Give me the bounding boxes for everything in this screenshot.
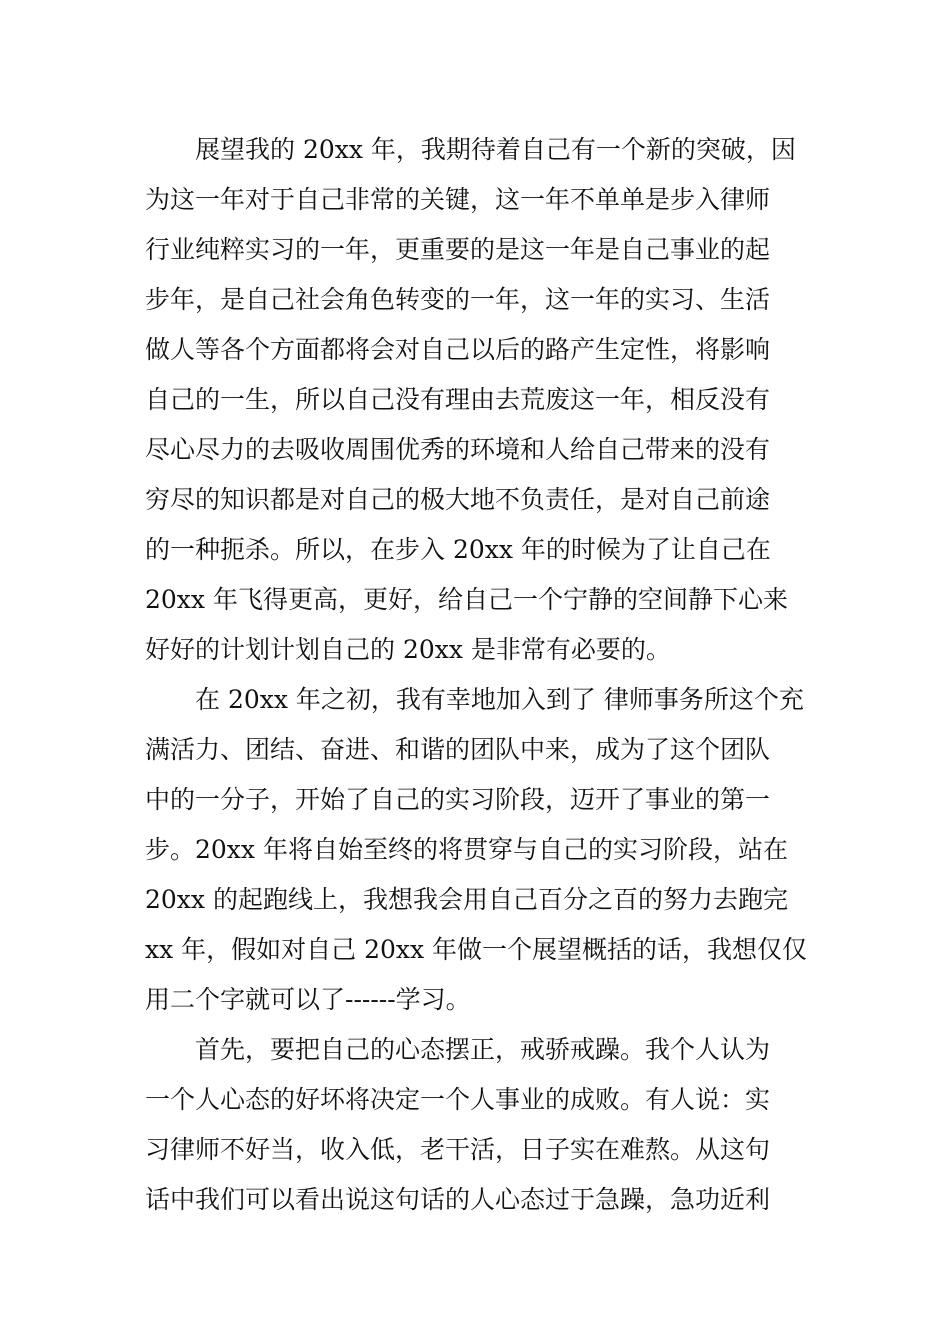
text-line-13: 满活力、团结、奋进、和谐的团队中来，成为了这个团队	[145, 735, 771, 764]
text-line-6: 自己的一生，所以自己没有理由去荒废这一年，相反没有	[145, 385, 771, 414]
text-line-21: 习律师不好当，收入低，老干活，日子实在难熬。从这句	[145, 1135, 771, 1164]
text-line-9: 的一种扼杀。所以，在步入 20xx 年的时候为了让自己在	[145, 535, 771, 564]
text-line-11: 好好的计划计划自己的 20xx 是非常有必要的。	[145, 635, 671, 664]
text-line-18: 用二个字就可以了------学习。	[145, 985, 471, 1014]
text-line-19: 首先，要把自己的心态摆正，戒骄戒躁。我个人认为	[195, 1035, 771, 1064]
text-line-16: 20xx 的起跑线上，我想我会用自己百分之百的努力去跑完	[145, 885, 788, 914]
text-line-15: 步。20xx 年将自始至终的将贯穿与自己的实习阶段，站在	[145, 835, 788, 864]
text-line-5: 做人等各个方面都将会对自己以后的路产生定性，将影响	[145, 335, 771, 364]
text-line-7: 尽心尽力的去吸收周围优秀的环境和人给自己带来的没有	[145, 435, 771, 464]
text-line-10: 20xx 年飞得更高，更好，给自己一个宁静的空间静下心来	[145, 585, 788, 614]
text-line-2: 为这一年对于自己非常的关键，这一年不单单是步入律师	[145, 185, 771, 214]
text-line-17: xx 年，假如对自己 20xx 年做一个展望概括的话，我想仅仅	[145, 935, 808, 964]
text-line-22: 话中我们可以看出说这句话的人心态过于急躁，急功近利	[145, 1185, 771, 1214]
text-line-4: 步年，是自己社会角色转变的一年，这一年的实习、生活	[145, 285, 771, 314]
text-line-14: 中的一分子，开始了自己的实习阶段，迈开了事业的第一	[145, 785, 771, 814]
text-line-1: 展望我的 20xx 年，我期待着自己有一个新的突破，因	[195, 135, 796, 164]
text-line-12: 在 20xx 年之初，我有幸地加入到了 律师事务所这个充	[195, 685, 804, 714]
text-line-3: 行业纯粹实习的一年，更重要的是这一年是自己事业的起	[145, 235, 771, 264]
text-line-8: 穷尽的知识都是对自己的极大地不负责任，是对自己前途	[145, 485, 771, 514]
text-line-20: 一个人心态的好坏将决定一个人事业的成败。有人说：实	[145, 1085, 771, 1114]
